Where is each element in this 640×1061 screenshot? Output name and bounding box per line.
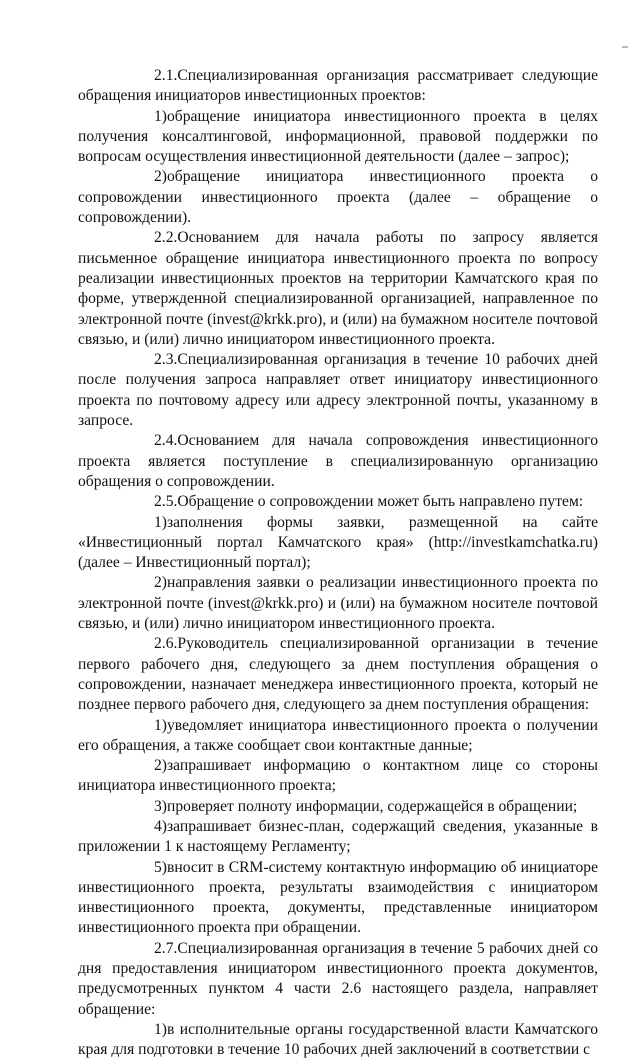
list-item xyxy=(78,797,598,817)
paragraph-text: Основанием для начала работы по запросу является письменное обращение инициатора инвестиционного проекта по вопросу реализации инвестиционных проектов на территории Камчатского края по форме, утвержденной специализированной организацией, направленное по электронной почте (invest@krkk.pro), и (или) на бумажном носителе почтовой связью, и (или) лично инициатором инвестиционного проекта. xyxy=(78,229,598,348)
item-number: 1) xyxy=(154,1020,167,1038)
item-text: в исполнительные органы государственной власти Камчатского края для подготовки в течение 10 рабочих дней заключений в соответствии с xyxy=(78,1020,598,1059)
item-text: запрашивает бизнес-план, содержащий сведения, указанные в приложении 1 к настоящему Регламенту; xyxy=(78,817,598,856)
list-item xyxy=(78,107,598,168)
list-item xyxy=(78,716,598,757)
item-text: направления заявки о реализации инвестиционного проекта по электронной почте (invest@krkk.pro) и (или) на бумажном носителе почтовой связью, и (или) лично инициатором инвестиционного проекта. xyxy=(78,574,598,633)
list-item xyxy=(78,1020,598,1061)
list-item xyxy=(78,858,598,939)
item-number: 4) xyxy=(154,817,167,835)
paragraph-2-2 xyxy=(78,228,598,350)
item-number: 1) xyxy=(154,716,167,734)
item-number: 5) xyxy=(154,858,167,876)
list-item xyxy=(78,756,598,797)
list-item xyxy=(78,817,598,858)
item-number: 2) xyxy=(154,757,167,775)
item-text: вносит в CRM-систему контактную информацию об инициаторе инвестиционного проекта, результаты взаимодействия с инициатором инвестиционного проекта, документы, представленные инициатором инвестиционного проекта при обращении. xyxy=(78,858,598,937)
paragraph-number: 2.4. xyxy=(154,432,178,450)
item-text: проверяет полноту информации, содержащейся в обращении; xyxy=(167,797,578,815)
item-text: обращение инициатора инвестиционного проекта о сопровождении инвестиционного проекта (далее – обращение о сопровождении). xyxy=(78,168,598,227)
item-text: заполнения формы заявки, размещенной на сайте «Инвестиционный портал Камчатского края» (http://investkamchatka.ru) (далее – Инвестиционный портал); xyxy=(78,513,598,572)
list-item xyxy=(78,513,598,574)
paragraph-text: Обращение о сопровождении может быть направлено путем: xyxy=(177,493,584,511)
paragraph-number: 2.3. xyxy=(154,351,178,369)
paragraph-text: Специализированная организация в течение 10 рабочих дней после получения запроса направляет ответ инициатору инвестиционного проекта по почтовому адресу или адресу электронной почты, указанному в запросе. xyxy=(78,351,598,430)
paragraph-number: 2.1. xyxy=(154,67,178,84)
item-text: уведомляет инициатора инвестиционного проекта о получении его обращения, а также сообщает свои контактные данные; xyxy=(78,716,598,754)
list-item xyxy=(78,167,598,228)
item-text: обращение инициатора инвестиционного проекта в целях получения консалтинговой, информационной, правовой поддержки по вопросам осуществления инвестиционной деятельности (далее – запрос); xyxy=(78,107,598,166)
paragraph-2-4 xyxy=(78,431,598,492)
paragraph-2-3 xyxy=(78,350,598,431)
item-number: 1) xyxy=(154,513,167,531)
paragraph-number: 2.7. xyxy=(154,939,178,957)
paragraph-2-1 xyxy=(78,66,598,107)
document-page xyxy=(78,66,598,1061)
paragraph-text: Основанием для начала сопровождения инвестиционного проекта является поступление в специализированную организацию обращения о сопровождении. xyxy=(78,432,598,490)
item-number: 1) xyxy=(154,107,167,125)
paragraph-number: 2.6. xyxy=(154,635,178,653)
list-item xyxy=(78,573,598,634)
paragraph-text: Специализированная организация в течение 5 рабочих дней со дня предоставления инициатором инвестиционного проекта документов, предусмотренных пунктом 4 части 2.6 настоящего раздела, направляет обращение: xyxy=(78,939,598,1018)
paragraph-text: Руководитель специализированной организации в течение первого рабочего дня, следующего за днем поступления обращения о сопровождении, назначает менеджера инвестиционного проекта, который не позднее первого рабочего дня, следующего за днем поступления обращения: xyxy=(78,635,598,714)
scan-mark xyxy=(622,46,628,48)
item-number: 2) xyxy=(154,168,167,186)
paragraph-number: 2.2. xyxy=(154,229,178,247)
item-text: запрашивает информацию о контактном лице со стороны инициатора инвестиционного проекта; xyxy=(78,757,598,795)
paragraph-2-7 xyxy=(78,939,598,1020)
item-number: 2) xyxy=(154,574,167,592)
paragraph-2-5 xyxy=(78,492,598,512)
item-number: 3) xyxy=(154,797,167,815)
paragraph-number: 2.5. xyxy=(154,493,178,511)
paragraph-2-6 xyxy=(78,634,598,715)
paragraph-text: Специализированная организация рассматривает следующие обращения инициаторов инвестиционных проектов: xyxy=(78,67,598,105)
